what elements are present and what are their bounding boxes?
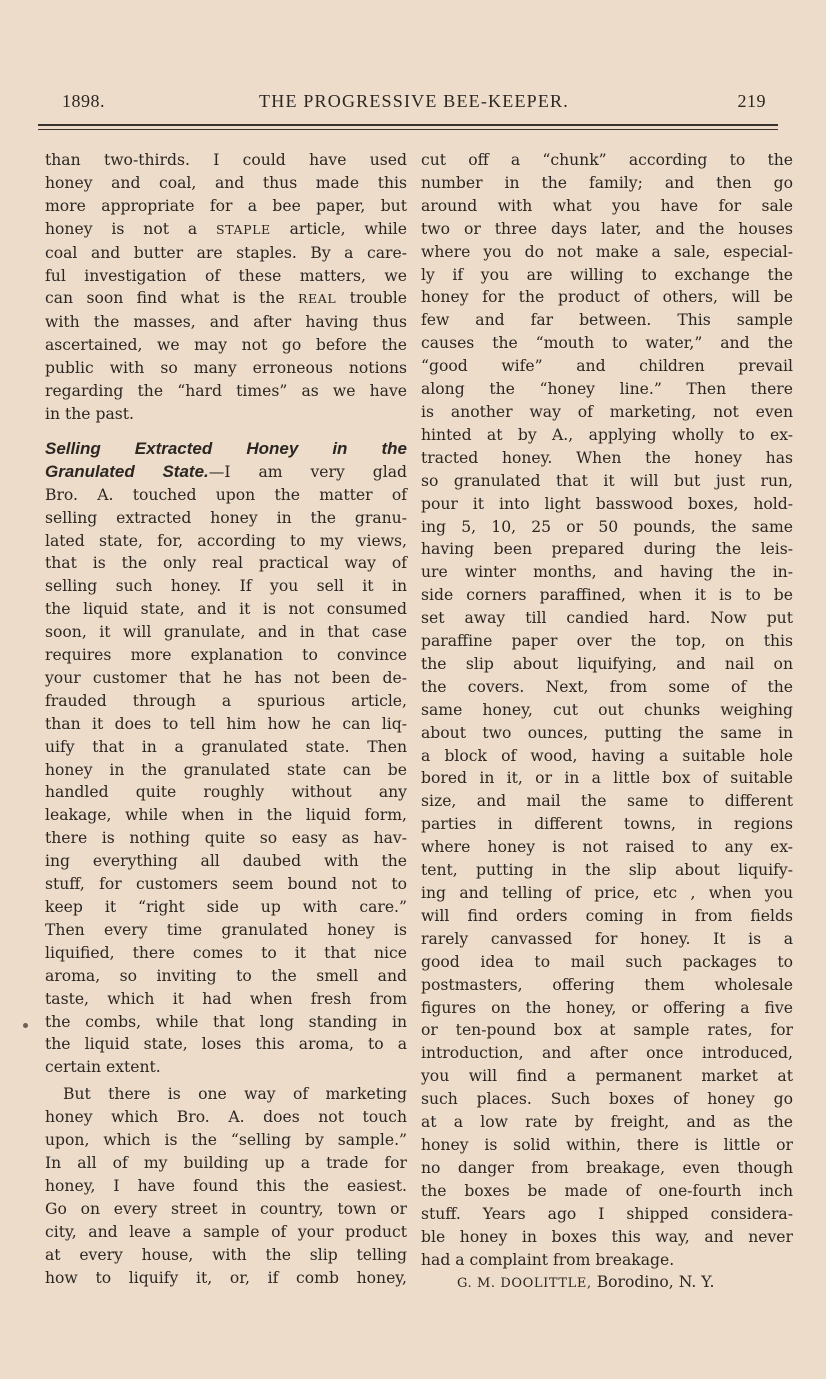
text-line: at every house, with the slip telling: [45, 1245, 407, 1264]
text-line: rarely canvassed for honey. It is a: [421, 929, 793, 948]
text-line: the liquid state, loses this aroma, to a: [45, 1035, 407, 1054]
text-line: handled quite roughly without any: [45, 783, 407, 802]
text-line: bored in it, or in a little box of suitable: [421, 769, 793, 788]
text-line: tracted honey. When the honey has: [421, 448, 793, 467]
text-line: at a low rate by freight, and as the: [421, 1113, 793, 1132]
text-line: figures on the honey, or offering a five: [421, 998, 793, 1017]
text-line: public with so many erroneous notions: [45, 359, 407, 378]
text-line: cut off a “chunk” according to the: [421, 151, 793, 169]
text-line: such places. Such boxes of honey go: [421, 1090, 793, 1109]
text-line: than two-thirds. I could have used: [45, 151, 407, 169]
text-line: ful investigation of these matters, we: [45, 266, 407, 285]
text-line: “good wife” and children prevail: [421, 357, 793, 376]
text-line: how to liquify it, or, if comb honey,: [45, 1268, 407, 1287]
header-rule-thin: [38, 129, 778, 130]
text-line: or ten-pound box at sample rates, for: [421, 1021, 793, 1040]
text-line: so granulated that it will but just run,: [421, 471, 793, 490]
text-line: the covers. Next, from some of the: [421, 677, 793, 696]
text-line: paraffine paper over the top, on this: [421, 632, 793, 651]
text-line: coal and butter are staples. By a care-: [45, 243, 407, 262]
text-line: honey which Bro. A. does not touch: [45, 1108, 407, 1127]
text-line: Go on every street in country, town or: [45, 1199, 407, 1218]
signature-name: G. M. DOOLITTLE,: [457, 1276, 592, 1292]
signature: [421, 1271, 793, 1296]
text-line: around with what you have for sale: [421, 196, 793, 215]
text-line: honey, I have found this the easiest.: [45, 1176, 407, 1195]
text-line: lated state, for, according to my views,: [45, 531, 407, 550]
text-line: with the masses, and after having thus: [45, 313, 407, 332]
text-line: Bro. A. touched upon the matter of: [45, 485, 407, 504]
text-line: the liquid state, and it is not consumed: [45, 600, 407, 619]
text-line: is another way of marketing, not even: [421, 402, 793, 421]
header-year: 1898.: [62, 91, 105, 111]
text-line: ing 5, 10, 25 or 50 pounds, the same: [421, 517, 793, 536]
text-line: requires more explanation to convince: [45, 646, 407, 665]
text-line: tent, putting in the slip about liquify-: [421, 861, 793, 880]
text-line: selling such honey. If you sell it in: [45, 577, 407, 596]
text-line: certain extent.: [45, 1058, 161, 1077]
running-head: [62, 91, 766, 117]
text-line: had a complaint from breakage.: [421, 1250, 675, 1269]
text-line: pour it into light basswood boxes, hold-: [421, 494, 793, 513]
text-line: But there is one way of marketing: [63, 1085, 407, 1104]
text-line: hinted at by A., applying wholly to ex-: [421, 425, 793, 444]
text-line: ing and telling of price, etc , when you: [421, 884, 793, 902]
text-line: parties in different towns, in regions: [421, 815, 793, 834]
text-line: frauded through a spurious article,: [45, 691, 407, 710]
text-line: ble honey in boxes this way, and never: [421, 1227, 793, 1246]
left-para-1: [45, 149, 407, 426]
text-line: more appropriate for a bee paper, but: [45, 196, 407, 215]
text-line: same honey, cut out chunks weighing: [421, 700, 793, 719]
text-line: uify that in a granulated state. Then: [45, 737, 407, 756]
text-line: ascertained, we may not go before the: [45, 336, 407, 355]
text-line: set away till candied hard. Now put: [421, 609, 793, 628]
section-heading: [45, 438, 407, 461]
text-line: there is nothing quite so easy as hav-: [45, 829, 407, 848]
text-line: can soon find what is the REAL trouble: [45, 289, 407, 308]
text-line: number in the family; and then go: [421, 173, 793, 192]
text-line: where honey is not raised to any ex-: [421, 838, 793, 857]
text-line: the combs, while that long standing in: [45, 1012, 407, 1031]
text-line: your customer that he has not been de-: [45, 668, 407, 687]
text-line: a block of wood, having a suitable hole: [421, 746, 793, 765]
section-heading-line2-row: [45, 461, 407, 484]
section-heading-line2: Granulated State.: [45, 461, 209, 481]
text-line: keep it “right side up with care.”: [45, 898, 407, 916]
paragraph-gap: [45, 426, 407, 438]
text-line: aroma, so inviting to the smell and: [45, 966, 407, 985]
text-line: about two ounces, putting the same in: [421, 723, 793, 742]
text-line: will find orders coming in from fields: [421, 906, 793, 925]
text-line: honey is not a STAPLE article, while: [45, 219, 408, 238]
text-line: soon, it will granulate, and in that case: [45, 623, 407, 642]
text-line: introduction, and after once introduced,: [421, 1044, 793, 1063]
header-title: THE PROGRESSIVE BEE-KEEPER.: [259, 91, 569, 111]
right-para-1: [421, 149, 793, 1271]
text-line: good idea to mail such packages to: [421, 952, 793, 971]
text-line: ly if you are willing to exchange the: [421, 265, 793, 284]
signature-place: Borodino, N. Y.: [596, 1273, 715, 1292]
right-column: [421, 149, 793, 1296]
text-line: side corners paraffined, when it is to be: [421, 586, 793, 605]
left-para-3: [45, 1083, 407, 1289]
text-line: postmasters, offering them wholesale: [421, 975, 793, 994]
text-line: liquified, there comes to it that nice: [45, 943, 407, 962]
margin-mark: [23, 1023, 28, 1028]
text-line: causes the “mouth to water,” and the: [421, 334, 793, 353]
text-line: stuff. Years ago I shipped considera-: [421, 1204, 793, 1223]
text-line: In all of my building up a trade for: [45, 1153, 407, 1172]
text-line: size, and mail the same to different: [421, 792, 793, 811]
text-line: no danger from breakage, even though: [421, 1158, 793, 1177]
text-line: honey and coal, and thus made this: [45, 173, 407, 192]
left-column: [45, 149, 407, 1289]
heading-run-in-text: —I am very glad: [208, 462, 407, 481]
text-line: honey for the product of others, will be: [421, 288, 793, 307]
text-line: upon, which is the “selling by sample.”: [45, 1131, 407, 1150]
text-line: than it does to tell him how he can liq-: [45, 714, 407, 733]
text-line: having been prepared during the leis-: [421, 540, 793, 559]
text-line: in the past.: [45, 404, 134, 423]
text-line: where you do not make a sale, especial-: [421, 242, 793, 261]
text-line: city, and leave a sample of your product: [45, 1222, 407, 1241]
section-heading-line1: Selling Extracted Honey in the: [45, 438, 407, 458]
left-para-2: [45, 484, 407, 1080]
text-line: honey in the granulated state can be: [45, 760, 407, 779]
text-line: the boxes be made of one-fourth inch: [421, 1181, 793, 1200]
text-line: you will find a permanent market at: [421, 1067, 793, 1086]
text-line: the slip about liquifying, and nail on: [421, 654, 793, 673]
text-line: few and far between. This sample: [421, 311, 793, 330]
text-line: leakage, while when in the liquid form,: [45, 806, 407, 825]
text-line: regarding the “hard times” as we have: [45, 382, 407, 401]
text-line: two or three days later, and the houses: [421, 219, 793, 238]
text-line: taste, which it had when fresh from: [45, 989, 407, 1008]
text-line: Then every time granulated honey is: [45, 920, 407, 939]
text-line: along the “honey line.” Then there: [421, 380, 793, 399]
text-line: ure winter months, and having the in-: [421, 563, 793, 582]
page-number: 219: [737, 91, 766, 111]
header-rule-thick: [38, 124, 778, 126]
text-line: ing everything all daubed with the: [45, 852, 407, 871]
text-line: selling extracted honey in the granu-: [45, 508, 407, 527]
text-line: that is the only real practical way of: [45, 554, 407, 573]
text-line: stuff, for customers seem bound not to: [45, 875, 407, 894]
text-line: honey is solid within, there is little or: [421, 1135, 793, 1154]
